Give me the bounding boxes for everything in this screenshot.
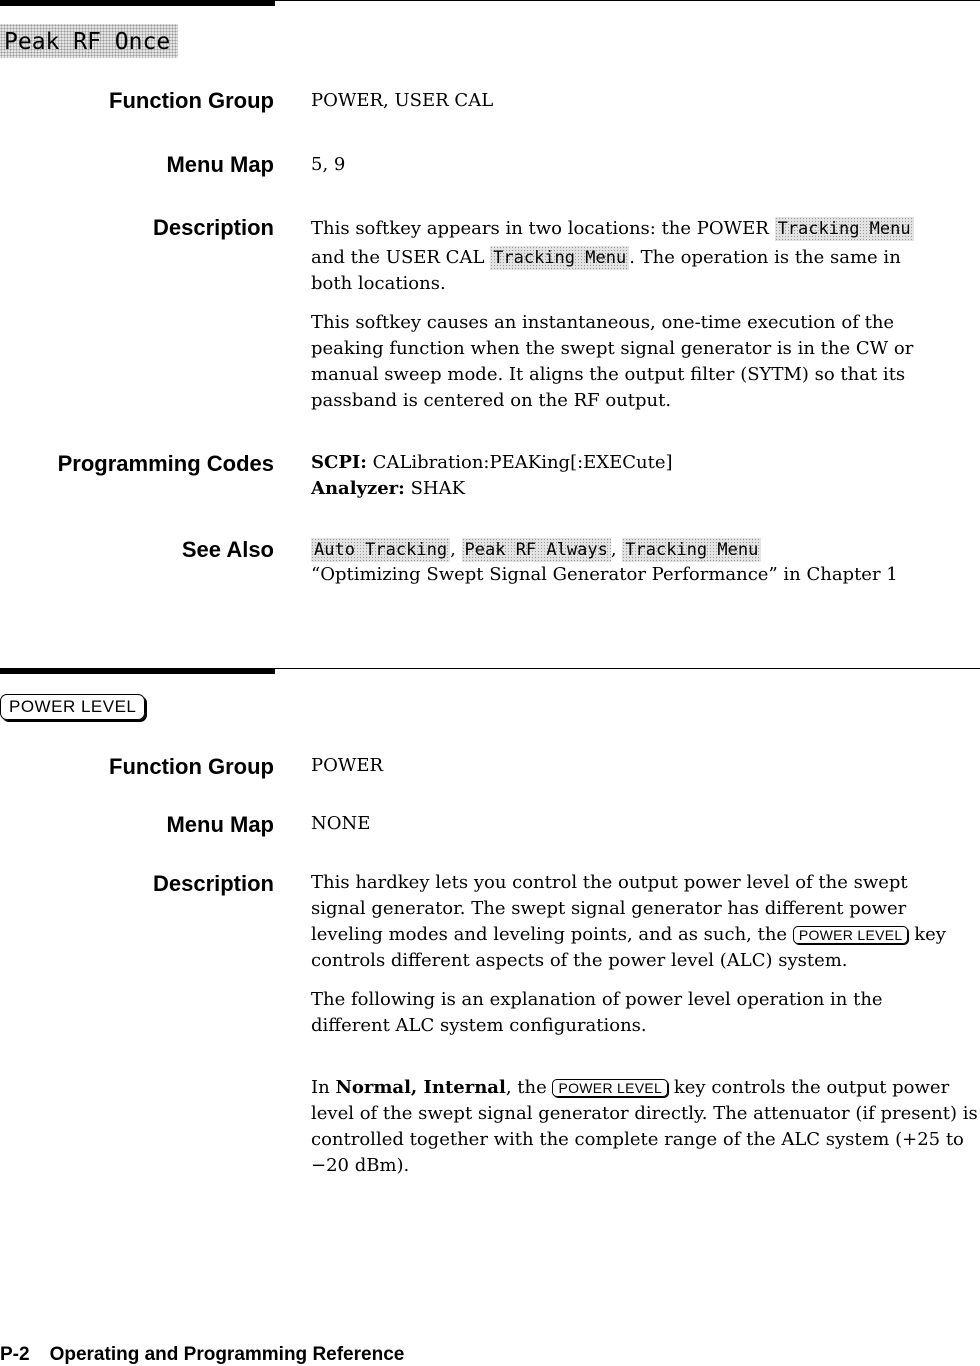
description-label: Description — [152, 215, 274, 240]
desc-paragraph — [311, 870, 951, 974]
section-rule-thick — [0, 0, 275, 6]
desc-paragraph — [311, 1075, 979, 1179]
desc-text: . The operation is the same in — [629, 247, 901, 268]
description-text — [311, 213, 979, 414]
description-label: Description — [152, 871, 274, 896]
section-rule-thin — [275, 668, 980, 669]
see-also-text: “Optimizing Swept Signal Generator Performance” in Chapter 1 — [311, 564, 898, 585]
section-title-softkey: Peak RF Once — [0, 24, 178, 58]
programming-codes — [311, 450, 979, 502]
desc-text: both locations. — [311, 273, 446, 294]
softkey-ref: Auto Tracking — [311, 538, 450, 562]
section-title-hardkey: POWER LEVEL — [0, 694, 145, 720]
function-group-value: POWER — [311, 755, 384, 776]
desc-text: key controls different aspects of the power level (ALC) system. — [311, 924, 946, 971]
footer-title: Operating and Programming Reference — [49, 1344, 405, 1365]
desc-text: In — [311, 1077, 336, 1098]
function-group-label: Function Group — [109, 754, 274, 779]
page-number: P-2 — [0, 1344, 30, 1365]
menu-map-label: Menu Map — [166, 812, 274, 837]
desc-text: This softkey appears in two locations: the POWER — [311, 218, 775, 239]
menu-map-label: Menu Map — [166, 152, 274, 177]
desc-text: and the USER CAL — [311, 247, 491, 268]
softkey-ref: Tracking Menu — [490, 246, 629, 270]
softkey-ref: Tracking Menu — [775, 217, 914, 241]
see-also: Auto Tracking , Peak RF Always , Tracking Menu “Optimizing Swept Signal Generator Performance” in Chapter 1 — [311, 534, 979, 588]
page-footer — [0, 1344, 424, 1366]
programming-codes-label: Programming Codes — [57, 451, 274, 476]
desc-text: This hardkey lets you control the output power level of the swept signal generator. The swept signal generator has different power leveling modes and leveling points, and as such, the — [311, 872, 908, 945]
scpi-value: CALibration:PEAKing[:EXECute] — [372, 452, 673, 473]
desc-bold: Normal, Internal — [335, 1077, 506, 1098]
analyzer-value: SHAK — [410, 478, 466, 499]
function-group-label: Function Group — [109, 88, 274, 113]
desc-paragraph: The following is an explanation of power level operation in the different ALC system configurations. — [311, 989, 883, 1036]
menu-map-value: NONE — [311, 813, 371, 834]
analyzer-label: Analyzer: — [311, 478, 405, 499]
desc-text: key controls the output power level of the swept signal generator directly. The attenuator (if present) is controlled together with the complete range of the ALC system (+25 to −20 dBm). — [311, 1077, 978, 1176]
desc-paragraph: This softkey causes an instantaneous, one-time execution of the peaking function when the swept signal generator is in the CW or manual sweep mode. It aligns the output filter (SYTM) so that its passband is centered on the RF output. — [311, 312, 914, 411]
see-also-label: See Also — [181, 537, 274, 562]
scpi-label: SCPI: — [311, 452, 367, 473]
hardkey-ref: POWER LEVEL — [552, 1079, 668, 1097]
softkey-ref: Peak RF Always — [462, 538, 611, 562]
section-rule-thin — [275, 0, 980, 1]
hardkey-ref: POWER LEVEL — [793, 926, 909, 944]
description-text — [311, 870, 978, 1179]
desc-text: , the — [505, 1077, 553, 1098]
menu-map-value: 5, 9 — [311, 154, 346, 175]
softkey-ref: Tracking Menu — [622, 538, 761, 562]
section-rule-thick — [0, 668, 275, 674]
function-group-value: POWER, USER CAL — [311, 90, 494, 111]
